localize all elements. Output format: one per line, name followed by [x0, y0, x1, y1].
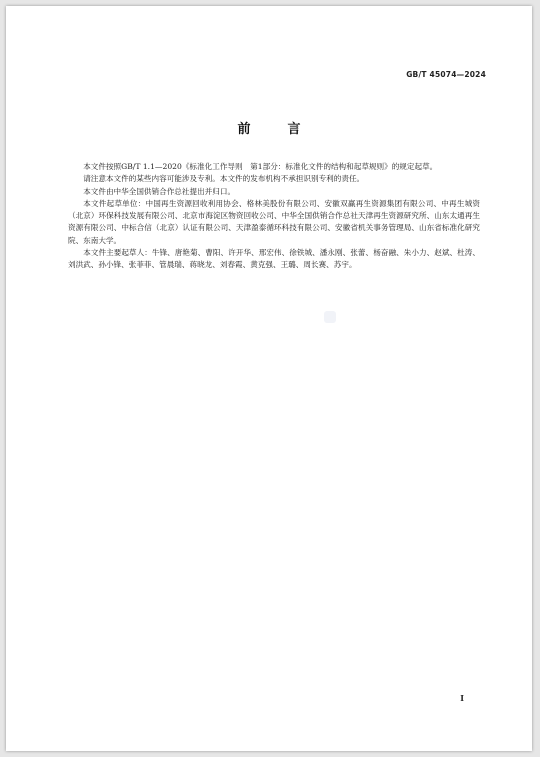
foreword-body	[68, 161, 480, 272]
paragraph-proposer: 本文件由中华全国供销合作总社提出并归口。	[83, 186, 236, 196]
document-page	[6, 6, 532, 751]
page-title: 前 言	[237, 122, 313, 137]
paragraph-drafting-rules: 本文件按照GB/T 1.1—2020《标准化工作导则 第1部分：标准化文件的结构和起草规则》的规定起草。	[83, 162, 438, 171]
page-number: I	[460, 693, 464, 703]
paragraph-patent-notice: 请注意本文件的某些内容可能涉及专利。本文件的发布机构不承担识别专利的责任。	[83, 174, 365, 184]
standard-code: GB/T 45074—2024	[406, 70, 486, 79]
paragraph-drafting-units: 本文件起草单位：中国再生资源回收利用协会、格林美股份有限公司、安徽双赢再生资源集团有限公司、中再生城资（北京）环保科技发展有限公司、北京市海淀区物资回收公司、中华全国供销合作总社天津再生资源研究所、山东太通再生资源有限公司、中标合信（北京）认证有限公司、天津盈泰循环科技有限公司、安徽省机关事务管理局、山东省标准化研究院、东南大学。	[68, 198, 480, 245]
watermark-mark	[324, 311, 336, 323]
paragraph-main-drafters: 本文件主要起草人：牛锋、唐艳菊、曹阳、许开华、邢宏伟、徐铁城、潘永刚、张蕾、杨奋融、朱小力、赵斌、杜涛、刘洪武、孙小锋、张菲菲、管晨瑞、蒋晓龙、刘春霞、黄克强、王璐、周长赛、苏宇。	[68, 248, 480, 270]
